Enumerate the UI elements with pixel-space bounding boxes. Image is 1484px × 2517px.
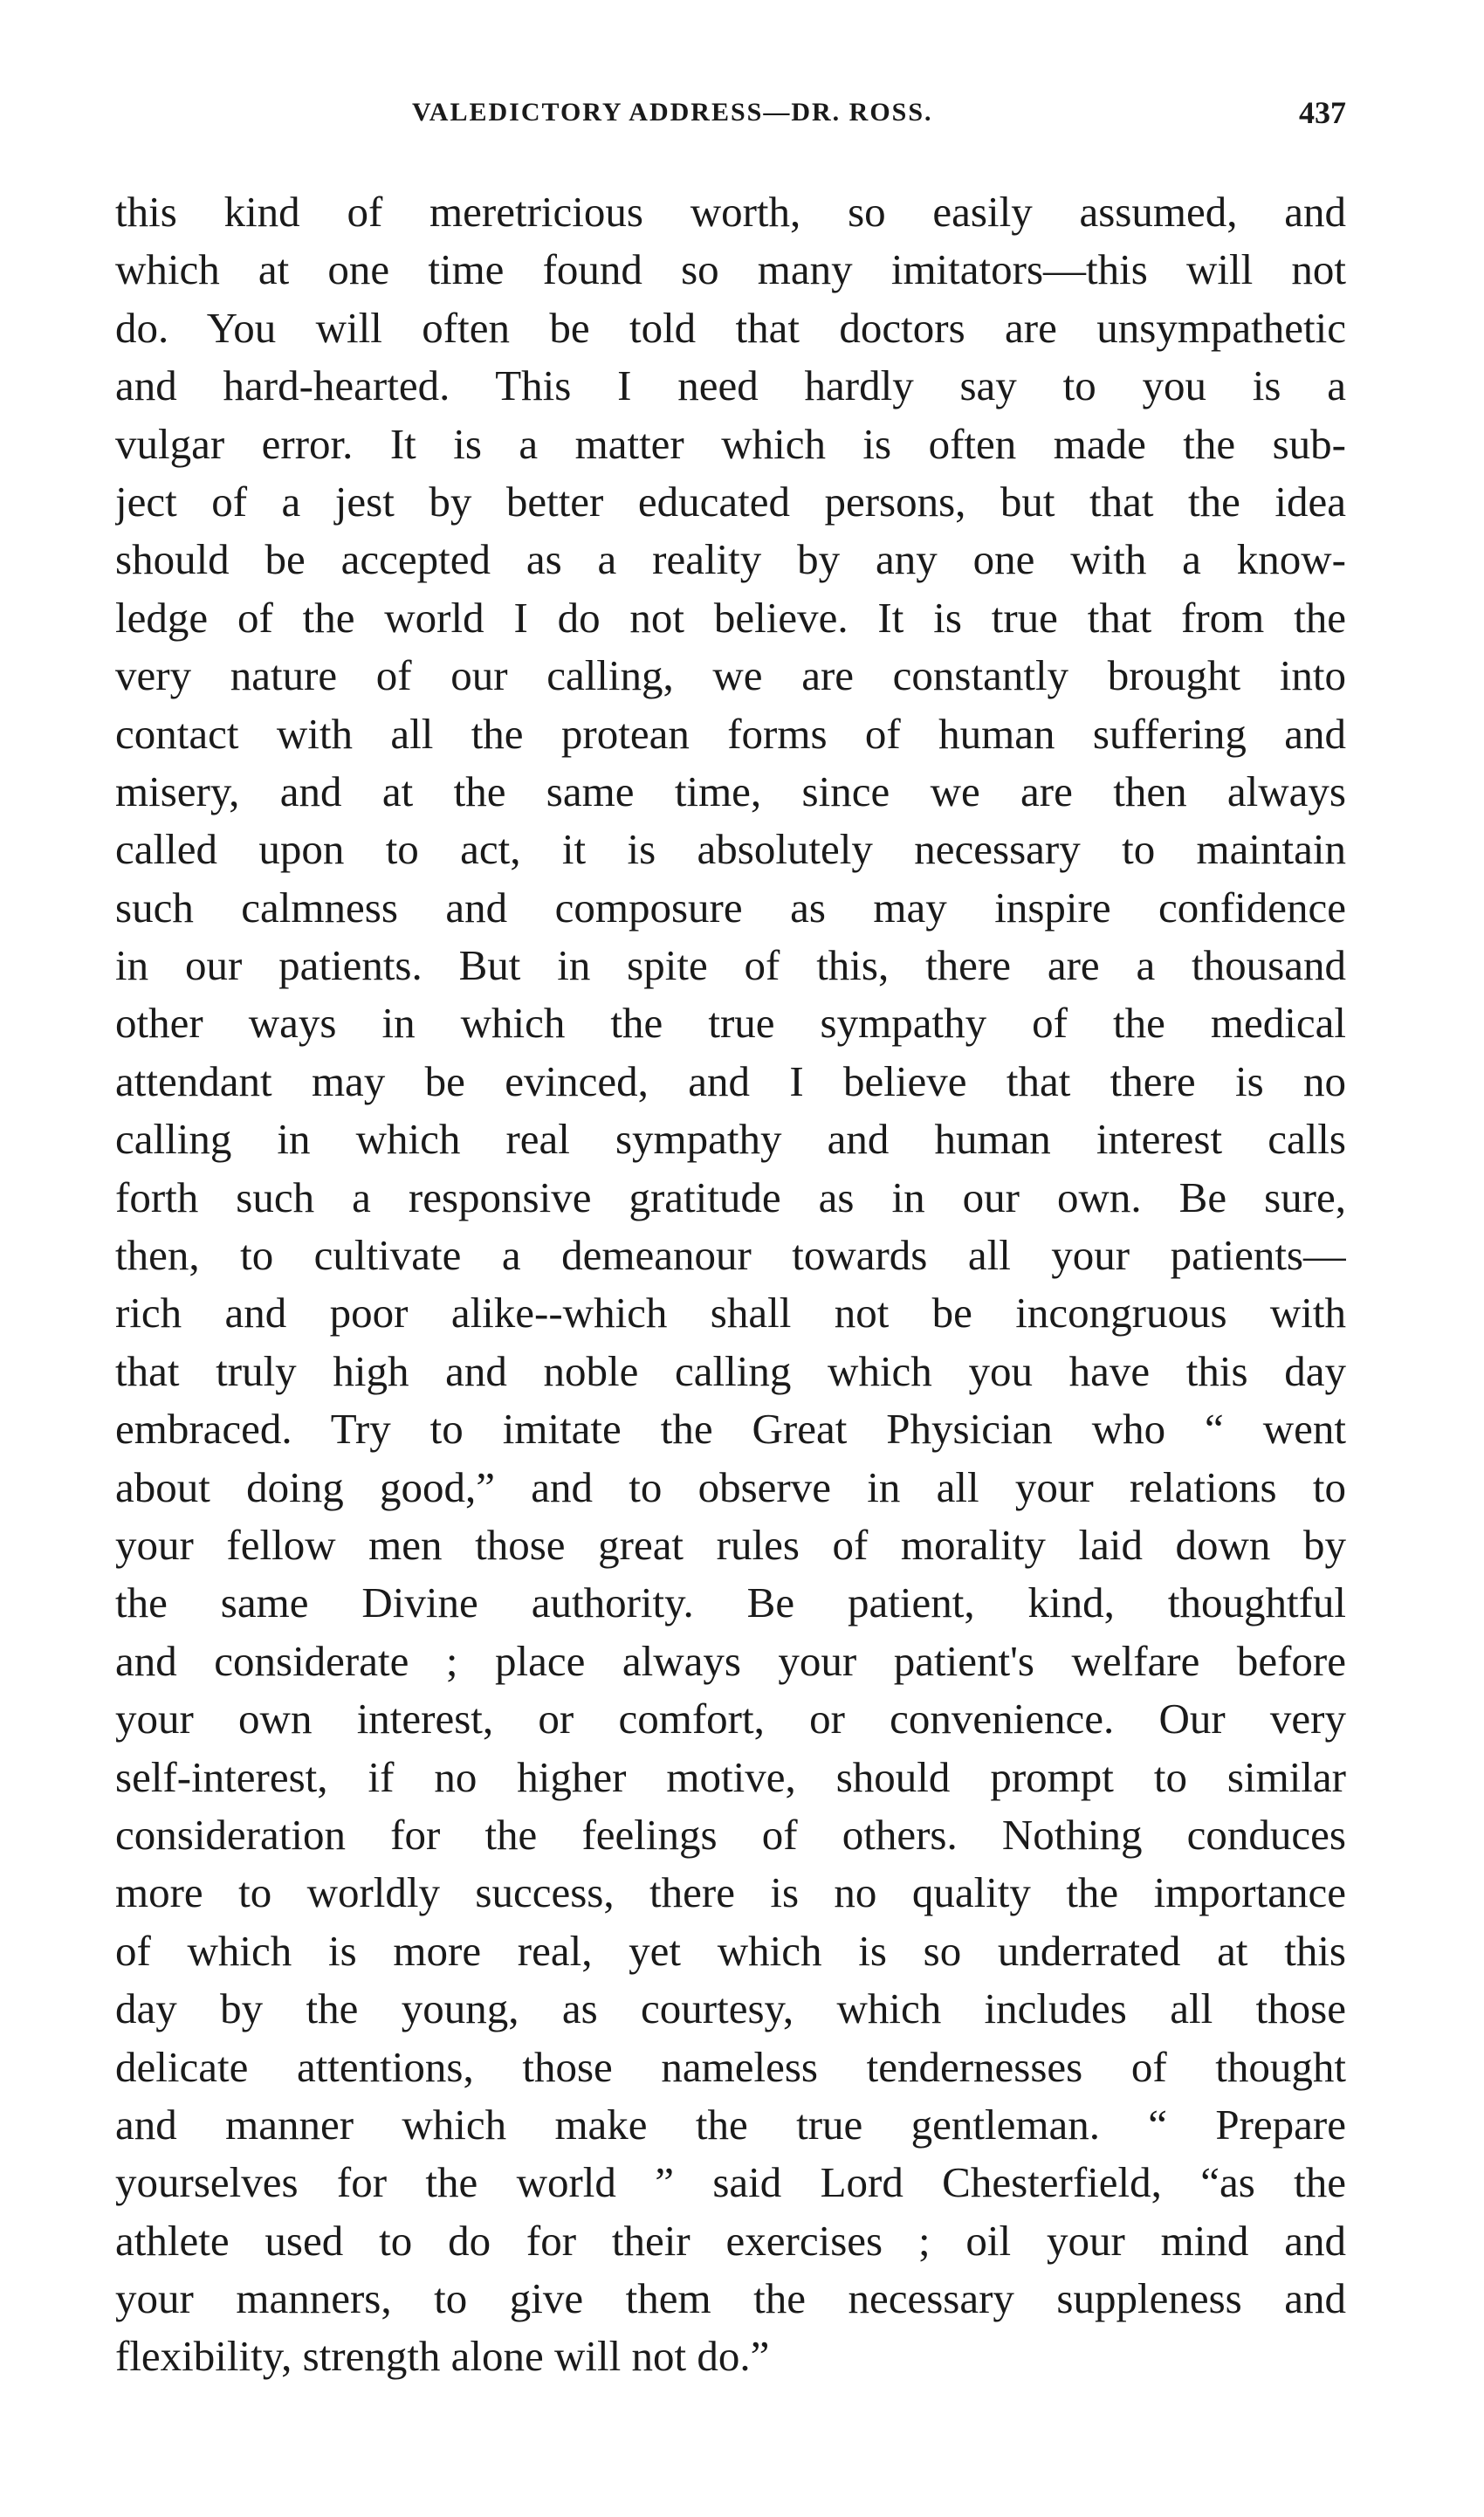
text-line: your fellow men those great rules of morality laid down by [115, 1520, 1346, 1569]
text-line: such calmness and composure as may inspire confidence [115, 883, 1346, 932]
text-line: forth such a responsive gratitude as in our own. Be sure, [115, 1173, 1346, 1221]
text-line: that truly high and noble calling which you have this day [115, 1346, 1346, 1395]
text-line: this kind of meretricious worth, so easily assumed, and [115, 188, 1346, 236]
running-header [115, 95, 1346, 141]
text-line: very nature of our calling, we are constantly brought into [115, 651, 1346, 700]
text-line: your own interest, or comfort, or convenience. Our very [115, 1695, 1346, 1743]
text-line: which at one time found so many imitators—this will not [115, 245, 1346, 294]
text-line: then, to cultivate a demeanour towards all your patients— [115, 1231, 1346, 1280]
text-line: and considerate ; place always your patient's welfare before [115, 1636, 1346, 1685]
text-line: in our patients. But in spite of this, there are a thousand [115, 941, 1346, 990]
text-line: about doing good,” and to observe in all your relations to [115, 1462, 1346, 1511]
text-line: misery, and at the same time, since we are then always [115, 767, 1346, 815]
text-line: embraced. Try to imitate the Great Physician who “ went [115, 1405, 1346, 1454]
text-line: the same Divine authority. Be patient, kind, thoughtful [115, 1578, 1346, 1627]
text-line: day by the young, as courtesy, which includes all those [115, 1984, 1346, 2033]
text-line: your manners, to give them the necessary suppleness and [115, 2274, 1346, 2323]
text-line: consideration for the feelings of others. Nothing conduces [115, 1810, 1346, 1859]
text-line: of which is more real, yet which is so underrated at this [115, 1926, 1346, 1975]
text-line: flexibility, strength alone will not do.” [115, 2332, 770, 2381]
running-title: VALEDICTORY ADDRESS—DR. ROSS. [412, 98, 933, 127]
page-number: 437 [1299, 95, 1346, 130]
text-line: should be accepted as a reality by any one with a know- [115, 535, 1346, 584]
text-line: other ways in which the true sympathy of the medical [115, 999, 1346, 1048]
text-line: vulgar error. It is a matter which is often made the sub- [115, 419, 1346, 468]
text-line: contact with all the protean forms of human suffering and [115, 709, 1346, 758]
text-line: calling in which real sympathy and human interest calls [115, 1115, 1346, 1164]
text-line: more to worldly success, there is no quality the importance [115, 1868, 1346, 1917]
text-line: athlete used to do for their exercises ; oil your mind and [115, 2216, 1346, 2265]
text-line: yourselves for the world ” said Lord Chesterfield, “as the [115, 2158, 1346, 2207]
text-line: and manner which make the true gentleman. “ Prepare [115, 2100, 1346, 2149]
text-line: do. You will often be told that doctors are unsympathetic [115, 303, 1346, 352]
text-line: called upon to act, it is absolutely necessary to maintain [115, 825, 1346, 874]
text-line: rich and poor alike--which shall not be incongruous with [115, 1289, 1346, 1338]
text-line: ledge of the world I do not believe. It is true that from the [115, 593, 1346, 642]
body-paragraph [115, 183, 1346, 2386]
text-line: delicate attentions, those nameless tendernesses of thought [115, 2042, 1346, 2091]
text-line: ject of a jest by better educated persons, but that the idea [115, 477, 1346, 526]
text-line: attendant may be evinced, and I believe that there is no [115, 1056, 1346, 1105]
text-line: and hard-hearted. This I need hardly say to you is a [115, 361, 1346, 410]
text-line: self-interest, if no higher motive, should prompt to similar [115, 1752, 1346, 1801]
